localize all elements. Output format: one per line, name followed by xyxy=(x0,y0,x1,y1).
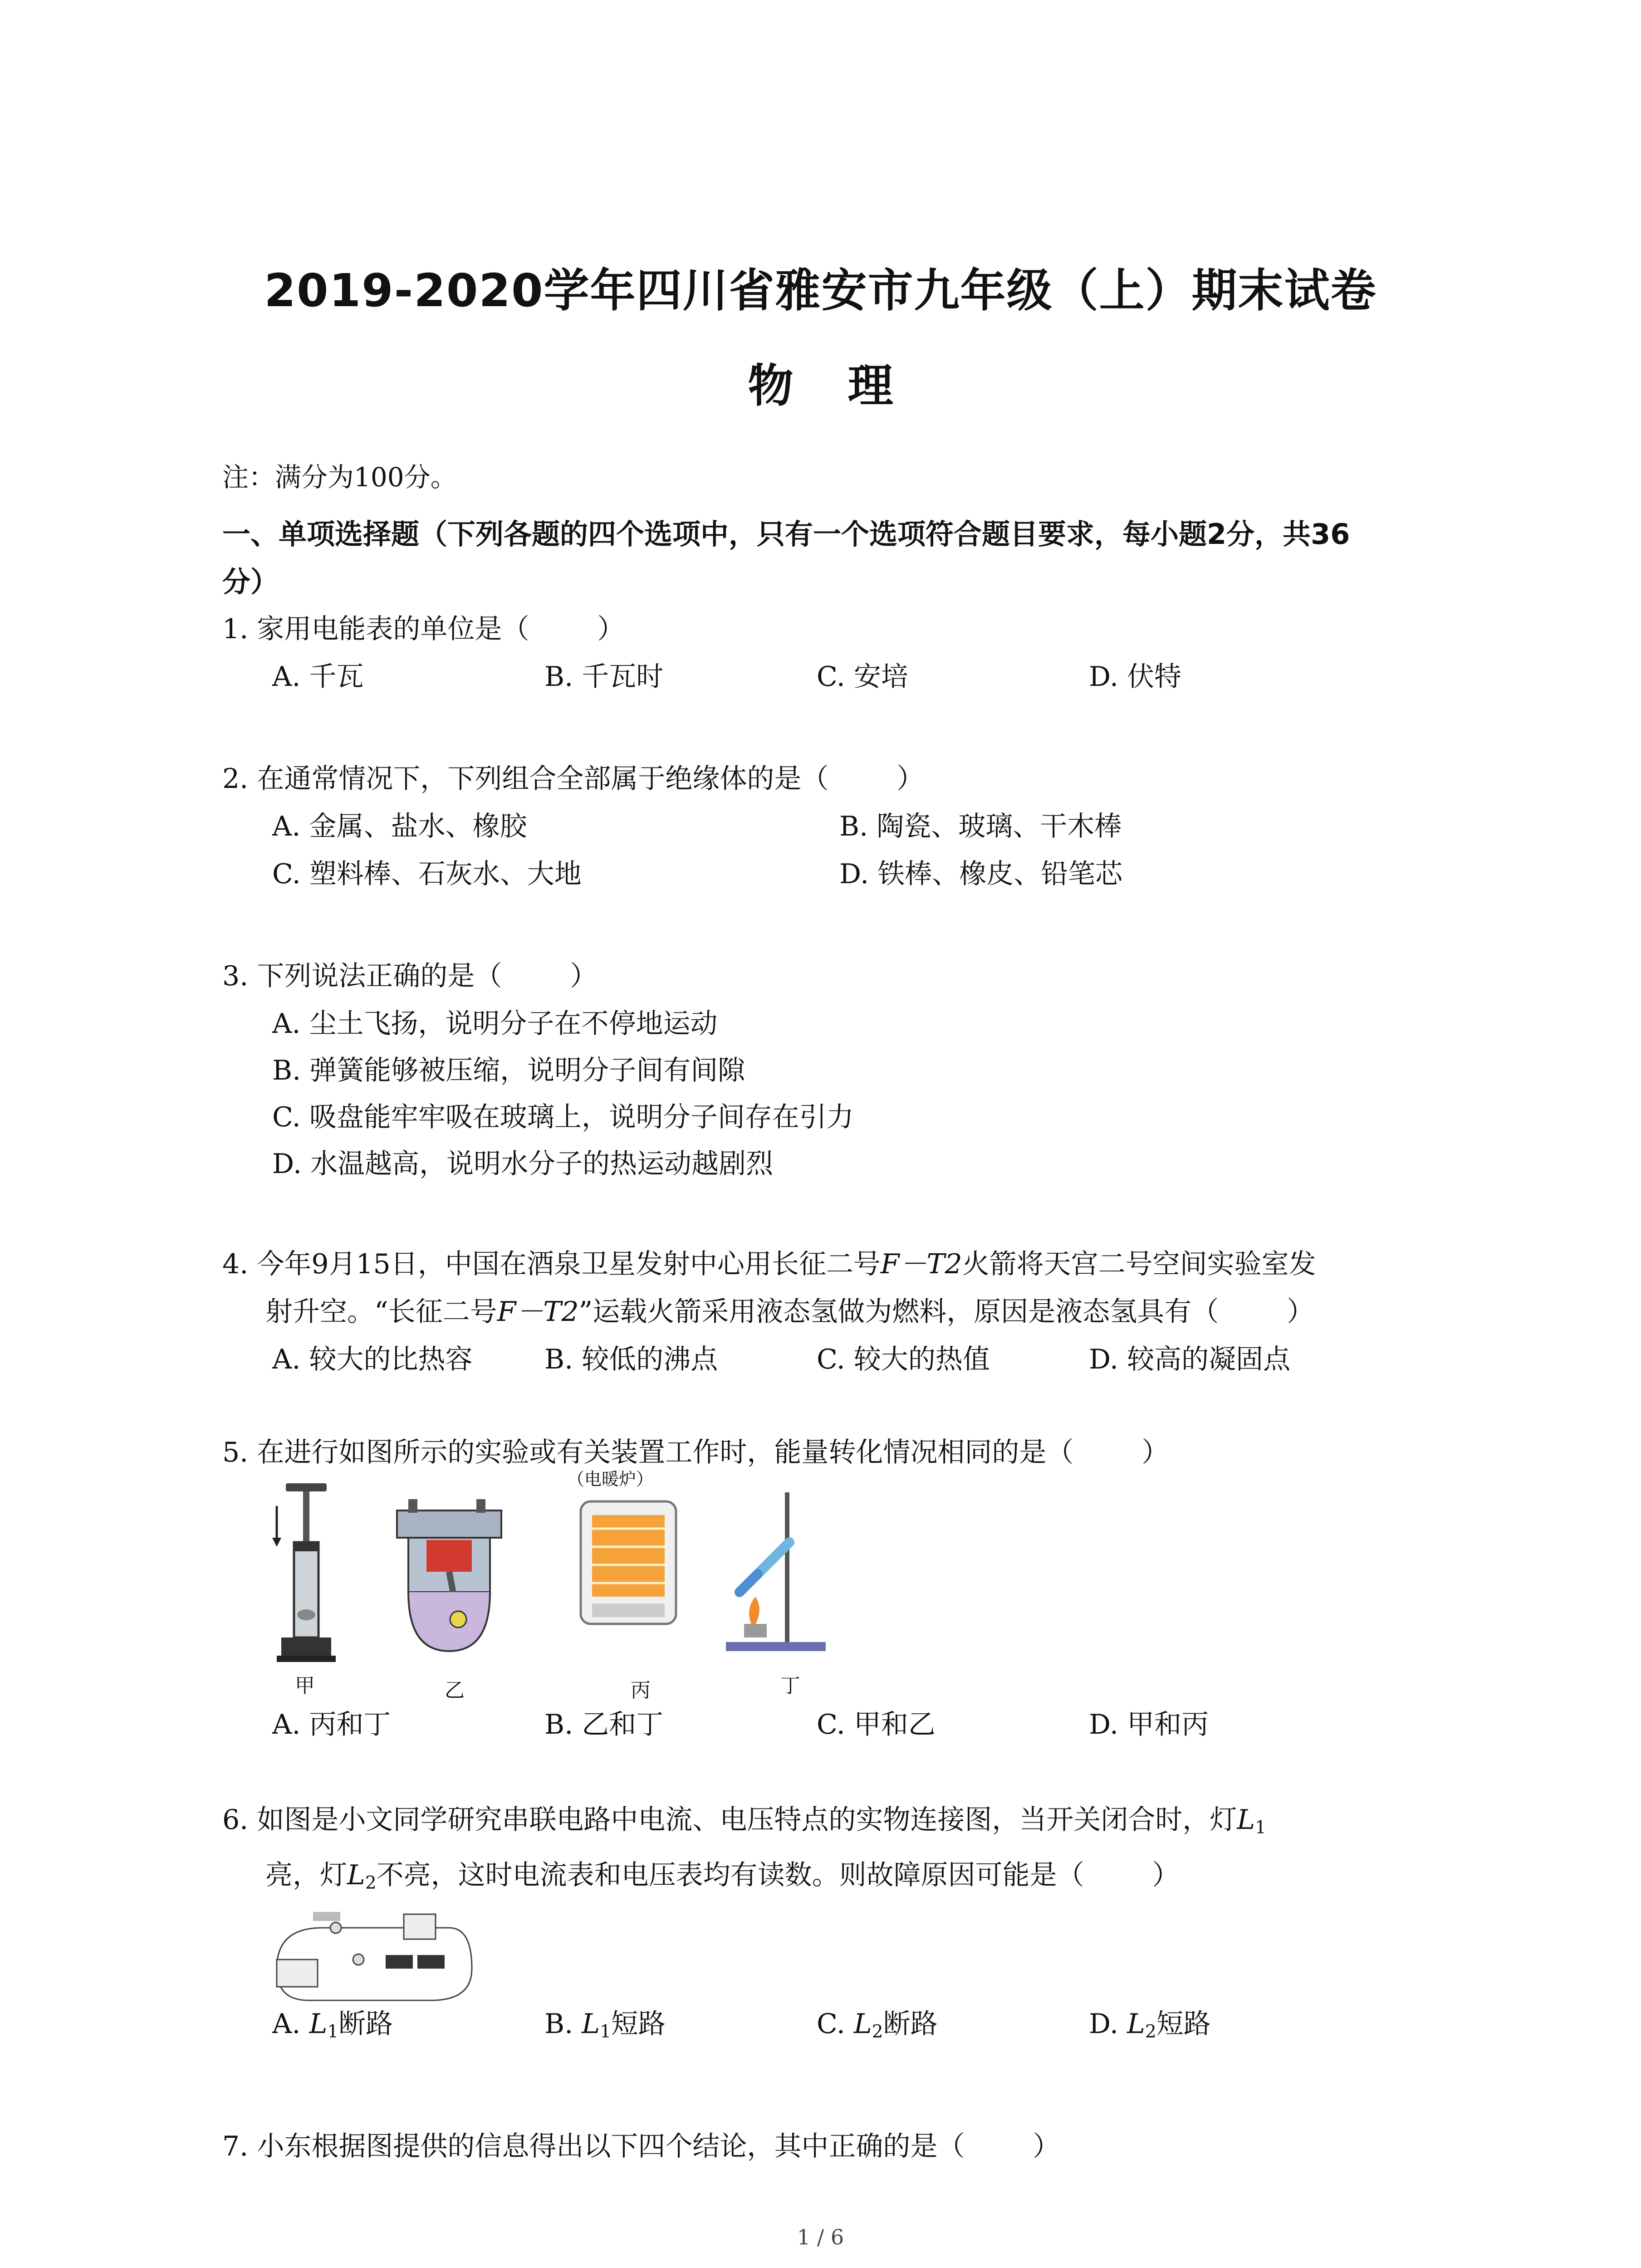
option-a: A. 丙和丁 xyxy=(272,1709,391,1740)
score-note: 注：满分为100分。 xyxy=(222,462,457,493)
rocket-model: F－T2 xyxy=(880,1248,962,1280)
option-b: B. 千瓦时 xyxy=(544,661,664,693)
option-d: D. $L_2$短路 xyxy=(1089,2008,1211,2042)
option-c: C. 吸盘能牢牢吸在玻璃上，说明分子间存在引力 xyxy=(272,1101,854,1133)
option-b: B. 陶瓷、玻璃、干木棒 xyxy=(839,811,1122,842)
option-b: B. $L_1$短路 xyxy=(544,2008,666,2042)
option-b: B. 较低的沸点 xyxy=(544,1344,718,1375)
question-stem: 在进行如图所示的实验或有关装置工作时，能量转化情况相同的是（ xyxy=(257,1437,1074,1468)
subject-title: 物理 xyxy=(748,359,948,412)
option-c: C. 安培 xyxy=(817,661,908,693)
option-a: A. 较大的比热容 xyxy=(272,1344,473,1375)
question-5: 5. 在进行如图所示的实验或有关装置工作时，能量转化情况相同的是（ ） xyxy=(222,1437,1169,1468)
electric-heater-icon xyxy=(576,1497,681,1633)
question-number: 5. xyxy=(222,1437,249,1468)
question-number: 6. xyxy=(222,1804,249,1836)
option-c: C. $L_2$断路 xyxy=(817,2008,938,2042)
test-tube-burner-icon xyxy=(721,1492,839,1656)
question-stem: 下列说法正确的是（ xyxy=(257,960,502,992)
figure-label-bing: 丙 xyxy=(631,1679,651,1702)
page-title: 2019-2020学年四川省雅安市九年级（上）期末试卷 xyxy=(264,264,1377,317)
option-a: A. 千瓦 xyxy=(272,661,364,693)
section-heading xyxy=(222,510,1447,606)
question-stem: 家用电能表的单位是（ xyxy=(257,613,529,645)
rocket-model: F－T2 xyxy=(497,1296,579,1328)
figure-label-ding: 丁 xyxy=(780,1674,800,1697)
question-number: 2. xyxy=(222,763,249,795)
figure-label-jia: 甲 xyxy=(295,1674,315,1697)
option-c: C. 甲和乙 xyxy=(817,1709,936,1740)
question-number: 4. xyxy=(222,1248,249,1280)
question-1: 1. 家用电能表的单位是（ ） A. 千瓦 B. 千瓦时 C. 安培 D. 伏特 xyxy=(222,606,1447,653)
option-d: D. 较高的凝固点 xyxy=(1089,1344,1291,1375)
figure-label-yi: 乙 xyxy=(445,1679,465,1702)
option-a: A. 尘土飞扬，说明分子在不停地运动 xyxy=(272,1008,718,1040)
question-stem: 小东根据图提供的信息得出以下四个结论，其中正确的是（ xyxy=(257,2131,965,2162)
question-number: 7. xyxy=(222,2131,249,2162)
question-3: 3. 下列说法正确的是（ ） A. 尘土飞扬，说明分子在不停地运动 B. 弹簧能够被压缩，说明分子间有间隙 C. 吸盘能牢牢吸在玻璃上，说明分子间存在引力 D. 水温越高，说明水分子的热运动越剧烈 xyxy=(222,953,1447,1000)
option-a: A. 金属、盐水、橡胶 xyxy=(272,811,527,842)
question-7: 7. 小东根据图提供的信息得出以下四个结论，其中正确的是（ ） xyxy=(222,2131,1060,2162)
circuit-diagram-icon xyxy=(268,1901,476,2009)
option-c: C. 塑料棒、石灰水、大地 xyxy=(272,858,582,890)
option-d: D. 水温越高，说明水分子的热运动越剧烈 xyxy=(272,1148,774,1180)
option-c: C. 较大的热值 xyxy=(817,1344,990,1375)
question-stem: 在通常情况下，下列组合全部属于绝缘体的是（ xyxy=(257,763,829,795)
engine-icon xyxy=(390,1497,508,1660)
option-d: D. 甲和丙 xyxy=(1089,1709,1209,1740)
option-d: D. 伏特 xyxy=(1089,661,1182,693)
section-heading-line1: 一、单项选择题（下列各题的四个选项中，只有一个选项符合题目要求，每小题2分，共36 xyxy=(222,518,1350,551)
question-2: 2. 在通常情况下，下列组合全部属于绝缘体的是（ ） A. 金属、盐水、橡胶 B. 陶瓷、玻璃、干木棒 C. 塑料棒、石灰水、大地 D. 铁棒、橡皮、铅笔芯 xyxy=(222,755,1447,803)
heater-caption: （电暖炉） xyxy=(567,1469,654,1489)
question-4: 4. 今年9月15日，中国在酒泉卫星发射中心用长征二号F－T2火箭将天宫二号空间实验室发 射升空。“长征二号F－T2”运载火箭采用液态氢做为燃料，原因是液态氢具有（ ） A. 较大的比热容 B. 较低的沸点 C. 较大的热值 D. 较高的凝固点 xyxy=(222,1241,1447,1336)
section-heading-line2: 分） xyxy=(222,565,279,598)
piston-compression-icon xyxy=(268,1479,345,1669)
option-b: B. 弹簧能够被压缩，说明分子间有间隙 xyxy=(272,1055,745,1086)
question-6: 6. 如图是小文同学研究串联电路中电流、电压特点的实物连接图，当开关闭合时，灯$L_1$ 亮，灯$L_2$不亮，这时电流表和电压表均有读数。则故障原因可能是（ ） xyxy=(222,1804,1266,1893)
option-b: B. 乙和丁 xyxy=(544,1709,664,1740)
question-number: 1. xyxy=(222,613,249,645)
question-number: 3. xyxy=(222,960,249,992)
question-5-figures xyxy=(268,1469,903,1715)
option-d: D. 铁棒、橡皮、铅笔芯 xyxy=(839,858,1123,890)
page-number: 1 / 6 xyxy=(797,2225,844,2249)
option-a: A. $L_1$断路 xyxy=(272,2008,393,2042)
